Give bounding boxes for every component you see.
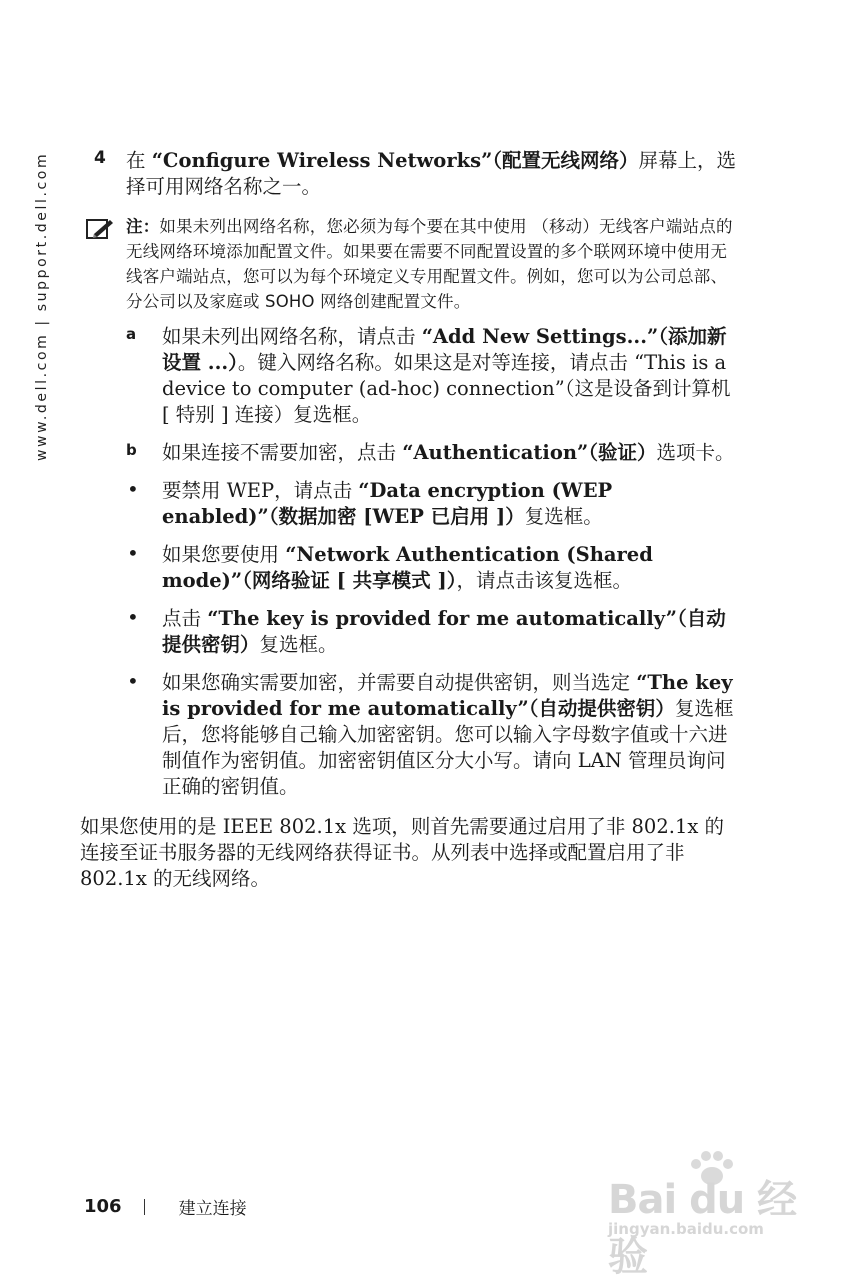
substep-marker: a xyxy=(126,325,137,343)
sidebar-url: www.dell.com | support.dell.com xyxy=(34,152,50,462)
step-number: 4 xyxy=(94,148,106,168)
bullet-text xyxy=(162,606,740,658)
bullet-pre: 要禁用 WEP，请点击 xyxy=(162,479,359,502)
page-content xyxy=(80,148,740,892)
bullet-pre: 点击 xyxy=(162,607,208,630)
substep-bold: “Add New Settings...”（添加新设置 ...） xyxy=(162,325,727,374)
note-pencil-icon xyxy=(86,218,114,240)
bullet-post: 复选框。 xyxy=(524,505,603,528)
bullet-pre: 如果您确实需要加密，并需要自动提供密钥，则当选定 xyxy=(162,671,637,694)
note-body: 如果未列出网络名称，您必须为每个要在其中使用 （移动）无线客户端站点的无线网络环境添加配置文件。如果要在需要不同配置设置的多个联网环境中使用无线客户端站点，您可以为每个环境定义专用配置文件。例如，您可以为公司总部、分公司以及家庭或 SOHO 网络创建配置文件。 xyxy=(126,217,733,311)
substep-a xyxy=(80,324,740,428)
bullet-bold: “The key is provided for me automatically”（自动提供密钥） xyxy=(162,671,733,720)
bullet-bold: “Data encryption (WEP enabled)”（数据加密 [WEP 已启用 ]） xyxy=(162,479,613,528)
bullet-marker: • xyxy=(127,605,139,629)
watermark-main: Bai du 经验 xyxy=(608,1177,797,1280)
step-text-post: 屏幕上，选择可用网络名称之一。 xyxy=(126,149,737,198)
bullet-item xyxy=(80,670,740,800)
bullet-marker: • xyxy=(127,669,139,693)
substep-bold: “Authentication”（验证） xyxy=(402,441,657,464)
bullet-bold: “Network Authentication (Shared mode)”（网络验证 [ 共享模式 ]） xyxy=(162,543,653,592)
bullet-text xyxy=(162,478,740,530)
footer-divider xyxy=(144,1199,145,1215)
step-text xyxy=(126,148,740,200)
bullet-item xyxy=(80,606,740,658)
bullet-text xyxy=(162,670,740,800)
substep-pre: 如果连接不需要加密，点击 xyxy=(162,441,403,464)
bullet-item xyxy=(80,478,740,530)
bullet-text xyxy=(162,542,740,594)
bullet-item xyxy=(80,542,740,594)
page-number: 106 xyxy=(84,1196,122,1217)
step-text-bold: “Configure Wireless Networks”（配置无线网络） xyxy=(151,149,639,172)
bullet-bold: “The key is provided for me automatically”（自动提供密钥） xyxy=(162,607,726,656)
substep-marker: b xyxy=(126,441,137,459)
bullet-post: 复选框。 xyxy=(259,633,338,656)
step-4 xyxy=(80,148,740,200)
bullet-pre: 如果您要使用 xyxy=(162,543,286,566)
watermark xyxy=(604,1148,824,1280)
final-paragraph: 如果您使用的是 IEEE 802.1x 选项，则首先需要通过启用了非 802.1x 的连接至证书服务器的无线网络获得证书。从列表中选择或配置启用了非 802.1x 的无线网络。 xyxy=(80,815,725,890)
bullet-marker: • xyxy=(127,541,139,565)
bullet-post: ，请点击该复选框。 xyxy=(456,569,632,592)
note-label: 注： xyxy=(126,217,160,236)
substep-post: 选项卡。 xyxy=(656,441,735,464)
substep-text xyxy=(162,440,740,466)
bullet-marker: • xyxy=(127,477,139,501)
bullet-post: 复选框后，您将能够自己输入加密密钥。您可以输入字母数字值或十六进制值作为密钥值。加密密钥值区分大小写。请向 LAN 管理员询问正确的密钥值。 xyxy=(162,697,734,798)
substep-text xyxy=(162,324,740,428)
page-footer xyxy=(84,1194,247,1219)
substep-post: 。键入网络名称。如果这是对等连接，请点击 “This is a device to computer (ad-hoc) connection”（这是设备到计算机 [ 特别 ] 连接）复选框。 xyxy=(162,351,731,426)
chapter-title: 建立连接 xyxy=(178,1199,247,1219)
substep-b xyxy=(80,440,740,466)
note-block xyxy=(80,214,740,314)
watermark-url: jingyan.baidu.com xyxy=(608,1220,764,1238)
step-text-pre: 在 xyxy=(126,149,152,172)
note-text xyxy=(126,214,740,314)
substep-pre: 如果未列出网络名称，请点击 xyxy=(162,325,422,348)
